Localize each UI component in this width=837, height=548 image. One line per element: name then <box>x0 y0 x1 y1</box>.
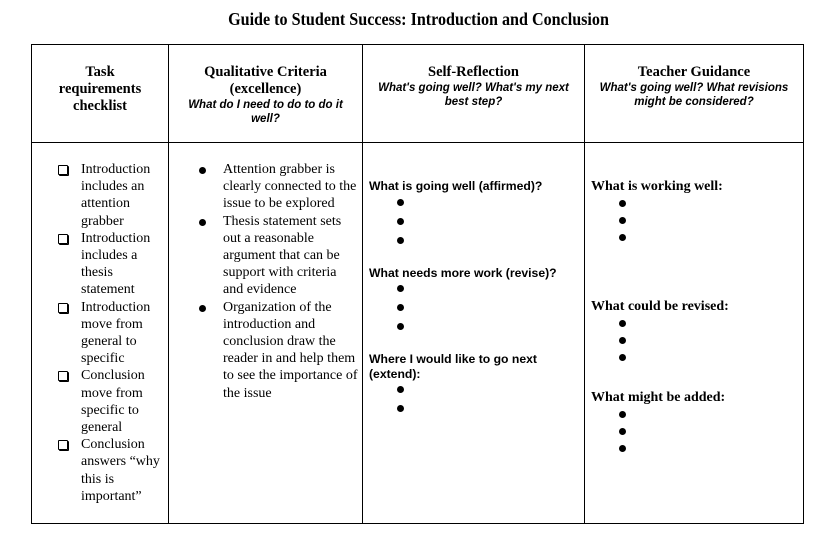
section-heading: What might be added: <box>591 390 726 405</box>
checkbox-icon[interactable] <box>58 440 68 450</box>
response-slot[interactable] <box>619 229 803 246</box>
column-subtitle: What do I need to do to do it well? <box>188 99 343 125</box>
bullet-icon <box>397 405 404 412</box>
body-row <box>32 143 804 524</box>
bullet-icon <box>397 386 404 393</box>
response-bullets <box>591 195 803 246</box>
bullet-icon <box>397 218 404 225</box>
criteria-item: Thesis statement sets out a reasonable argument that can be support with criteria and evidence <box>199 213 358 299</box>
checklist-item[interactable]: Introduction includes an attention grabber <box>57 161 168 230</box>
response-slot[interactable] <box>619 332 803 349</box>
response-slot[interactable] <box>397 318 584 337</box>
column-title: Qualitative Criteria (excellence) <box>204 64 327 97</box>
guidance-section-added <box>585 389 803 457</box>
header-qualitative-criteria <box>169 45 363 143</box>
response-bullets <box>369 280 584 337</box>
response-slot[interactable] <box>619 315 803 332</box>
bullet-icon <box>397 199 404 206</box>
checklist-item[interactable]: Conclusion move from specific to general <box>57 367 168 436</box>
response-slot[interactable] <box>619 349 803 366</box>
section-heading: What needs more work (revise)? <box>369 265 557 280</box>
section-heading: What could be revised: <box>591 299 729 314</box>
response-slot[interactable] <box>619 212 803 229</box>
bullet-icon <box>619 200 626 207</box>
column-title: Teacher Guidance <box>637 64 751 80</box>
bullet-icon <box>619 217 626 224</box>
bullet-icon <box>619 234 626 241</box>
response-bullets <box>369 381 564 419</box>
bullet-icon <box>199 305 206 312</box>
bullet-icon <box>397 304 404 311</box>
response-slot[interactable] <box>397 280 584 299</box>
column-subtitle: What's going well? What revisions might be considered? <box>599 82 789 108</box>
header-teacher-guidance <box>585 45 804 143</box>
criteria-item: Organization of the introduction and conclusion draw the reader in and help them to see the importance of the issue <box>199 299 358 402</box>
bullet-icon <box>619 445 626 452</box>
bullet-icon <box>199 167 206 174</box>
response-slot[interactable] <box>619 406 803 423</box>
column-title: Self-Reflection <box>428 64 519 80</box>
response-slot[interactable] <box>397 213 584 232</box>
criteria-cell <box>169 143 363 524</box>
document-title: Guide to Student Success: Introduction and Conclusion <box>228 9 609 29</box>
checkbox-icon[interactable] <box>58 234 68 244</box>
checkbox-icon[interactable] <box>58 165 68 175</box>
header-task-checklist <box>32 45 169 143</box>
teacher-guidance-cell <box>585 143 804 524</box>
header-row <box>32 45 804 143</box>
bullet-icon <box>397 285 404 292</box>
checkbox-icon[interactable] <box>58 303 68 313</box>
criteria-list <box>169 161 362 402</box>
response-slot[interactable] <box>397 400 564 419</box>
bullet-icon <box>397 237 404 244</box>
response-slot[interactable] <box>619 195 803 212</box>
reflection-section-extend <box>363 352 584 419</box>
task-checklist <box>32 161 168 505</box>
response-slot[interactable] <box>397 299 584 318</box>
reflection-section-revise <box>363 266 584 338</box>
section-heading: Where I would like to go next (extend): <box>369 352 537 381</box>
response-slot[interactable] <box>397 232 584 251</box>
response-slot[interactable] <box>397 381 564 400</box>
response-bullets <box>369 194 584 251</box>
checklist-item[interactable]: Conclusion answers “why this is important” <box>57 436 168 505</box>
bullet-icon <box>397 323 404 330</box>
checkbox-icon[interactable] <box>58 371 68 381</box>
self-reflection-cell <box>363 143 585 524</box>
bullet-icon <box>619 320 626 327</box>
criteria-item: Attention grabber is clearly connected to the issue to be explored <box>199 161 358 213</box>
success-guide-table <box>31 44 804 524</box>
bullet-icon <box>199 219 206 226</box>
column-title: Task requirements checklist <box>58 64 142 114</box>
guidance-section-revised <box>585 298 803 366</box>
bullet-icon <box>619 354 626 361</box>
section-heading: What is going well (affirmed)? <box>369 179 543 193</box>
response-slot[interactable] <box>619 440 803 457</box>
bullet-icon <box>619 428 626 435</box>
bullet-icon <box>619 337 626 344</box>
section-heading: What is working well: <box>591 179 723 194</box>
response-bullets <box>591 315 803 366</box>
column-subtitle: What's going well? What's my next best step? <box>378 82 569 108</box>
response-slot[interactable] <box>619 423 803 440</box>
response-bullets <box>591 406 803 457</box>
header-self-reflection <box>363 45 585 143</box>
checklist-item[interactable]: Introduction includes a thesis statement <box>57 230 168 299</box>
reflection-section-affirmed <box>363 179 584 251</box>
bullet-icon <box>619 411 626 418</box>
response-slot[interactable] <box>397 194 584 213</box>
checklist-cell <box>32 143 169 524</box>
guidance-section-working <box>585 178 803 246</box>
checklist-item[interactable]: Introduction move from general to specific <box>57 299 168 368</box>
